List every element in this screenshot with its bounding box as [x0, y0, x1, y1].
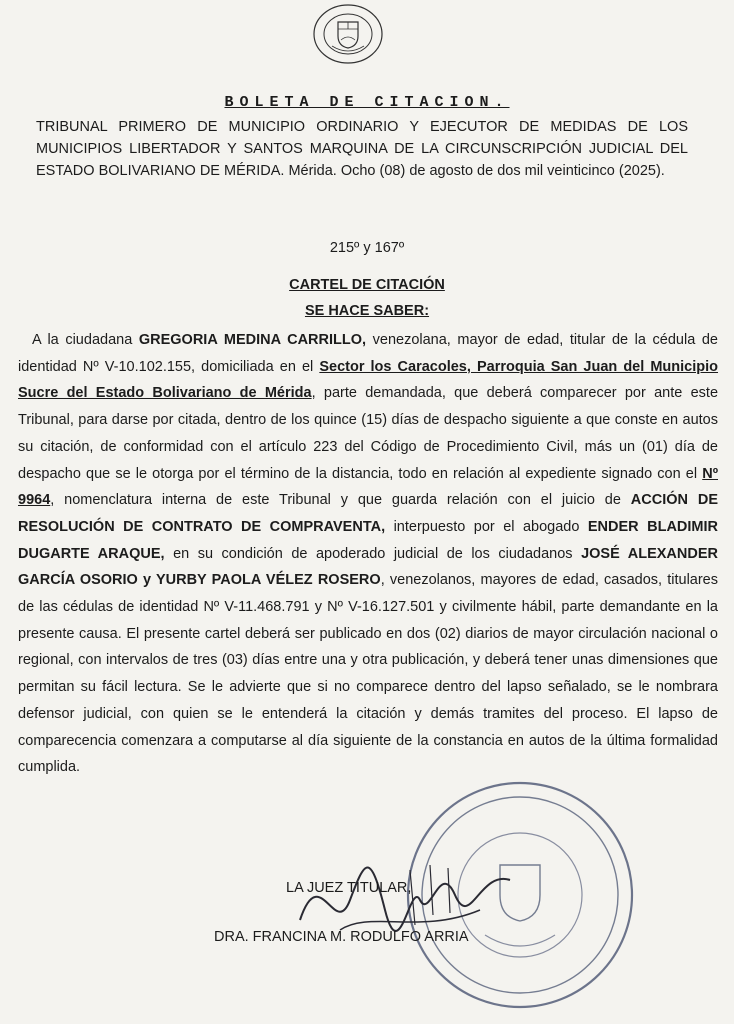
hace-saber-heading: SE HACE SABER:: [304, 303, 430, 319]
body-text-segment: venezolana, mayor de edad, titular de la cédula de identidad Nº V-10.102.155, domiciliada en el: [18, 332, 718, 375]
attorney-name: ENDER BLADIMIR DUGARTE ARAQUE,: [18, 518, 718, 562]
cartel-title: CARTEL DE CITACIÓN: [289, 277, 445, 293]
defendant-name: GREGORIA MEDINA CARRILLO,: [138, 332, 367, 348]
body-text-segment: , nomenclatura interna de este Tribunal y que guarda relación con el juicio de: [50, 492, 631, 509]
national-seal-icon: [308, 2, 388, 66]
court-header: TRIBUNAL PRIMERO DE MUNICIPIO ORDINARIO Y EJECUTOR DE MEDIDAS DE LOS MUNICIPIOS LIBERTADOR Y SANTOS MARQUINA DE LA CIRCUNSCRIPCIÓN JUDICIAL DEL ESTADO BOLIVARIANO DE MÉRIDA. Mérida. Ocho (08) de agosto de dos mil veinticinco (2025).: [36, 119, 688, 179]
body-text-segment: interpuesto por el abogado: [385, 518, 588, 535]
boleta-title: BOLETA DE CITACION.: [224, 94, 510, 111]
years-line: 215º y 167º: [329, 240, 405, 256]
citation-body: [18, 327, 718, 781]
body-text-segment: , venezolanos, mayores de edad, casados, titulares de las cédulas de identidad Nº V-11.468.791 y Nº V-16.127.501 y civilmente hábil, parte demandante en la presente causa. El presente cartel deberá ser publicado en dos (02) diarios de mayor circulación nacional o regional, con intervalos de tres (03) días entre una y otra publicación, y deberá tener unas dimensiones que permitan su fácil lectura. Se le advierte que si no comparece dentro del lapso señalado, se le nombrara defensor judicial, con quien se le entenderá la citación y demás tramites del proceso. El lapso de comparecencia comenzara a computarse al día siguiente de la constancia en autos de la última formalidad cumplida.: [18, 572, 718, 776]
expediente-number: Nº 9964: [18, 465, 718, 509]
signature-title: LA JUEZ TITULAR,: [286, 880, 412, 896]
body-text-segment: A la ciudadana: [32, 332, 139, 348]
action-type: ACCIÓN DE RESOLUCIÓN DE CONTRATO DE COMPRAVENTA,: [18, 492, 718, 535]
defendant-address: Sector los Caracoles, Parroquia San Juan del Municipio Sucre del Estado Bolivariano de Mérida: [18, 358, 719, 402]
body-text-segment: en su condición de apoderado judicial de los ciudadanos: [164, 545, 582, 562]
judge-name: DRA. FRANCINA M. RODULFO ARRIA: [214, 929, 469, 945]
body-text-segment: , parte demandada, que deberá comparecer por ante este Tribunal, para darse por citada, dentro de los quince (15) días de despacho siguiente a que conste en autos su citación, de conformidad con el artículo 223 del Código de Procedimiento Civil, más un (01) día de despacho que se le otorga por el término de la distancia, todo en relación al expediente signado con el: [18, 385, 719, 482]
plaintiff-names: JOSÉ ALEXANDER GARCÍA OSORIO y YURBY PAOLA VÉLEZ ROSERO: [18, 545, 718, 589]
